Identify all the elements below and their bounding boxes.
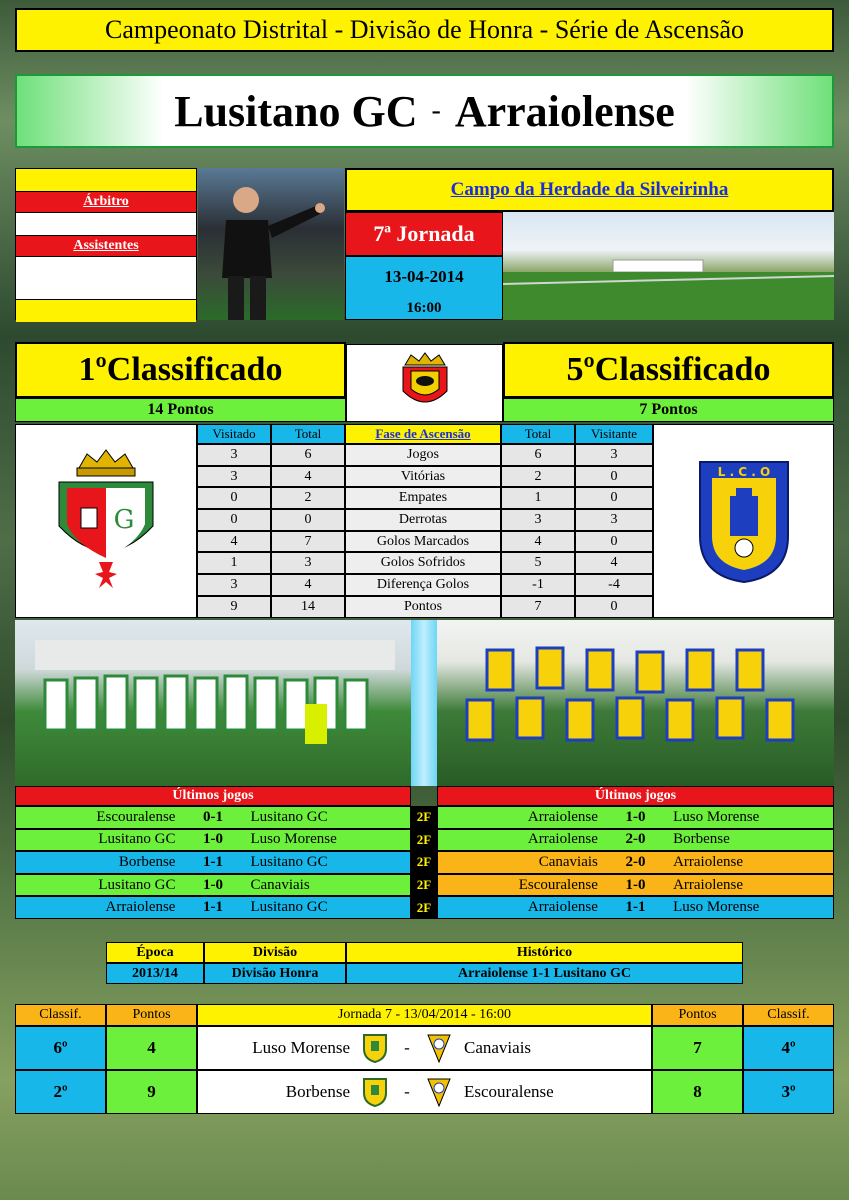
stats-header: Total xyxy=(271,424,345,444)
round-header-pontos: Pontos xyxy=(106,1004,197,1026)
lusitano-crest-icon xyxy=(51,446,161,596)
away-club-crest-icon xyxy=(422,1077,456,1107)
last-game-score: 1-0 xyxy=(202,876,223,893)
stats-header: Visitado xyxy=(197,424,271,444)
round-points: 4 xyxy=(106,1026,197,1070)
last-game-phase: 2F xyxy=(411,851,437,874)
stats-value: 7 xyxy=(271,531,345,553)
last-game-away: Canaviais xyxy=(250,876,310,893)
round-away-team: Escouralense xyxy=(464,1082,554,1101)
round-header-classif: Classif. xyxy=(743,1004,834,1026)
stats-header-row xyxy=(197,424,653,444)
round-game-row xyxy=(15,1070,834,1114)
stats-row xyxy=(197,531,653,553)
last-game-phase: 2F xyxy=(411,874,437,897)
last-game-row xyxy=(437,874,834,897)
stats-value: 0 xyxy=(197,509,271,531)
last-game-away: Luso Morense xyxy=(673,808,760,825)
match-separator: - xyxy=(431,95,441,126)
last-game-row xyxy=(15,806,411,829)
last-game-home: Arraiolense xyxy=(527,808,598,825)
stats-value: 5 xyxy=(501,552,575,574)
stats-value: 9 xyxy=(197,596,271,618)
round-separator: - xyxy=(404,1038,410,1057)
stats-row xyxy=(197,444,653,466)
last-game-row xyxy=(437,851,834,874)
last-game-away: Borbense xyxy=(673,831,730,848)
stats-value: 3 xyxy=(575,444,653,466)
round-away-team: Canaviais xyxy=(464,1038,532,1057)
stats-value: 0 xyxy=(575,596,653,618)
stats-value: 6 xyxy=(271,444,345,466)
last-game-row xyxy=(15,896,411,919)
last-game-phase: 2F xyxy=(411,806,437,829)
round-points: 8 xyxy=(652,1070,743,1114)
stats-table xyxy=(197,424,653,618)
last-game-away: Lusitano GC xyxy=(250,808,328,825)
away-crest xyxy=(653,424,834,618)
stats-value: 0 xyxy=(271,509,345,531)
away-points-label: 7 Pontos xyxy=(639,401,698,418)
home-points xyxy=(15,398,346,422)
round-match xyxy=(197,1026,652,1070)
away-points xyxy=(503,398,834,422)
photo-divider xyxy=(411,620,437,786)
home-club-crest-icon xyxy=(358,1077,392,1107)
stats-label: Jogos xyxy=(345,444,501,466)
round-label: 7ª Jornada xyxy=(373,221,475,246)
stats-label: Derrotas xyxy=(345,509,501,531)
last-game-home: Escouralense xyxy=(518,876,598,893)
officials-panel xyxy=(15,168,197,320)
history-header-epoca: Época xyxy=(106,942,204,963)
last-game-score: 2-0 xyxy=(625,831,646,848)
last-game-score: 1-0 xyxy=(625,808,646,825)
stats-label: Golos Marcados xyxy=(345,531,501,553)
round-classif: 4º xyxy=(743,1026,834,1070)
stats-row xyxy=(197,466,653,488)
last-game-home: Lusitano GC xyxy=(98,876,176,893)
competition-banner xyxy=(15,8,834,52)
last-game-row xyxy=(437,896,834,919)
round-points: 9 xyxy=(106,1070,197,1114)
stats-value: 0 xyxy=(575,531,653,553)
association-crest-icon xyxy=(395,351,455,415)
last-game-phase: 2F xyxy=(411,896,437,919)
stats-value: 7 xyxy=(501,596,575,618)
last-game-away: Arraiolense xyxy=(673,876,744,893)
assistants-link[interactable]: Assistentes xyxy=(73,238,139,253)
round-home-team: Luso Morense xyxy=(252,1038,350,1057)
stats-value: 3 xyxy=(575,509,653,531)
last-game-score: 1-1 xyxy=(202,899,223,916)
stats-row xyxy=(197,509,653,531)
home-position-label: 1ºClassificado xyxy=(78,351,283,388)
referee-link[interactable]: Árbitro xyxy=(83,194,129,209)
stats-value: 2 xyxy=(501,466,575,488)
home-last-games-label: Últimos jogos xyxy=(172,788,254,803)
stats-label: Golos Sofridos xyxy=(345,552,501,574)
stats-value: -4 xyxy=(575,574,653,596)
stats-body xyxy=(197,444,653,618)
last-game-score: 1-1 xyxy=(625,899,646,916)
round-classif: 6º xyxy=(15,1026,106,1070)
stats-value: 6 xyxy=(501,444,575,466)
stats-value: 3 xyxy=(197,444,271,466)
round-header-classif: Classif. xyxy=(15,1004,106,1026)
last-game-row xyxy=(15,829,411,852)
last-games-mid xyxy=(411,806,437,919)
match-time: 16:00 xyxy=(406,299,442,316)
history-divisao: Divisão Honra xyxy=(204,963,346,984)
round-match xyxy=(197,1070,652,1114)
home-club-crest-icon xyxy=(358,1033,392,1063)
stadium-photo xyxy=(503,212,834,320)
away-team-name: Arraiolense xyxy=(454,86,675,136)
stats-value: -1 xyxy=(501,574,575,596)
last-game-home: Lusitano GC xyxy=(98,831,176,848)
home-crest xyxy=(15,424,197,618)
stats-value: 3 xyxy=(271,552,345,574)
stats-value: 3 xyxy=(197,466,271,488)
last-game-home: Borbense xyxy=(118,853,176,870)
stadium-link[interactable]: Campo da Herdade da Silveirinha xyxy=(450,179,729,200)
last-game-home: Arraiolense xyxy=(527,899,598,916)
last-game-row xyxy=(437,829,834,852)
stats-row xyxy=(197,596,653,618)
referee-photo xyxy=(198,168,344,320)
last-game-home: Arraiolense xyxy=(527,831,598,848)
last-game-home: Arraiolense xyxy=(105,899,176,916)
last-game-home: Escouralense xyxy=(96,808,176,825)
round-header-jornada: Jornada 7 - 13/04/2014 - 16:00 xyxy=(197,1004,652,1026)
last-game-away: Luso Morense xyxy=(673,899,760,916)
arraiolense-crest-icon xyxy=(694,456,794,586)
stats-label: Empates xyxy=(345,487,501,509)
away-team-photo xyxy=(437,620,834,786)
stats-value: 3 xyxy=(501,509,575,531)
svg-text:L . C . O: L . C . O xyxy=(717,465,770,479)
history-header-historico: Histórico xyxy=(346,942,743,963)
stats-value: 4 xyxy=(501,531,575,553)
history-table xyxy=(106,942,743,984)
stats-header: Visitante xyxy=(575,424,653,444)
stats-value: 4 xyxy=(575,552,653,574)
last-game-away: Lusitano GC xyxy=(250,853,328,870)
last-game-away: Lusitano GC xyxy=(250,899,328,916)
competition-title: Campeonato Distrital - Divisão de Honra - Série de Ascensão xyxy=(105,15,744,44)
last-game-home: Canaviais xyxy=(538,853,598,870)
stats-value: 1 xyxy=(197,552,271,574)
last-game-score: 1-0 xyxy=(202,831,223,848)
stats-value: 2 xyxy=(271,487,345,509)
history-epoca: 2013/14 xyxy=(106,963,204,984)
last-game-score: 0-1 xyxy=(202,808,223,825)
home-team-name: Lusitano GC xyxy=(174,86,418,136)
last-game-phase: 2F xyxy=(411,829,437,852)
home-last-games-header xyxy=(15,786,411,806)
stats-row xyxy=(197,487,653,509)
round-classif: 2º xyxy=(15,1070,106,1114)
last-game-row xyxy=(437,806,834,829)
away-last-games xyxy=(437,806,834,919)
stadium-bar xyxy=(345,168,834,212)
stats-row xyxy=(197,574,653,596)
stats-value: 4 xyxy=(271,574,345,596)
round-home-team: Borbense xyxy=(285,1082,350,1101)
away-position-label: 5ºClassificado xyxy=(566,351,771,388)
round-points: 7 xyxy=(652,1026,743,1070)
stats-value: 0 xyxy=(197,487,271,509)
stats-label: Diferença Golos xyxy=(345,574,501,596)
home-points-label: 14 Pontos xyxy=(147,401,214,418)
history-header-divisao: Divisão xyxy=(204,942,346,963)
round-separator: - xyxy=(404,1082,410,1101)
away-position xyxy=(503,342,834,398)
stats-value: 4 xyxy=(197,531,271,553)
stats-header: Total xyxy=(501,424,575,444)
match-banner xyxy=(15,74,834,148)
svg-text:G: G xyxy=(113,505,135,535)
home-last-games xyxy=(15,806,411,919)
last-game-row xyxy=(15,851,411,874)
stats-label: Pontos xyxy=(345,596,501,618)
last-game-score: 1-1 xyxy=(202,853,223,870)
stats-value: 4 xyxy=(271,466,345,488)
stats-value: 1 xyxy=(501,487,575,509)
last-game-score: 1-0 xyxy=(625,876,646,893)
round-classif: 3º xyxy=(743,1070,834,1114)
round-header-pontos: Pontos xyxy=(652,1004,743,1026)
home-position xyxy=(15,342,346,398)
match-date: 13-04-2014 xyxy=(384,267,464,286)
stats-header: Fase de Ascensão xyxy=(345,424,501,444)
last-game-away: Luso Morense xyxy=(250,831,337,848)
association-crest xyxy=(346,344,503,422)
last-game-row xyxy=(15,874,411,897)
stats-value: 3 xyxy=(197,574,271,596)
away-last-games-label: Últimos jogos xyxy=(594,788,677,803)
history-result: Arraiolense 1-1 Lusitano GC xyxy=(346,963,743,984)
stats-value: 0 xyxy=(575,466,653,488)
stats-value: 14 xyxy=(271,596,345,618)
stats-row xyxy=(197,552,653,574)
round-game-row xyxy=(15,1026,834,1070)
datetime-box xyxy=(345,256,503,320)
away-last-games-header xyxy=(437,786,834,806)
away-club-crest-icon xyxy=(422,1033,456,1063)
round-games-table xyxy=(15,1004,834,1114)
last-game-away: Arraiolense xyxy=(673,853,744,870)
last-game-score: 2-0 xyxy=(625,853,646,870)
stats-value: 0 xyxy=(575,487,653,509)
stats-label: Vitórias xyxy=(345,466,501,488)
home-team-photo xyxy=(15,620,411,786)
round-box xyxy=(345,212,503,256)
